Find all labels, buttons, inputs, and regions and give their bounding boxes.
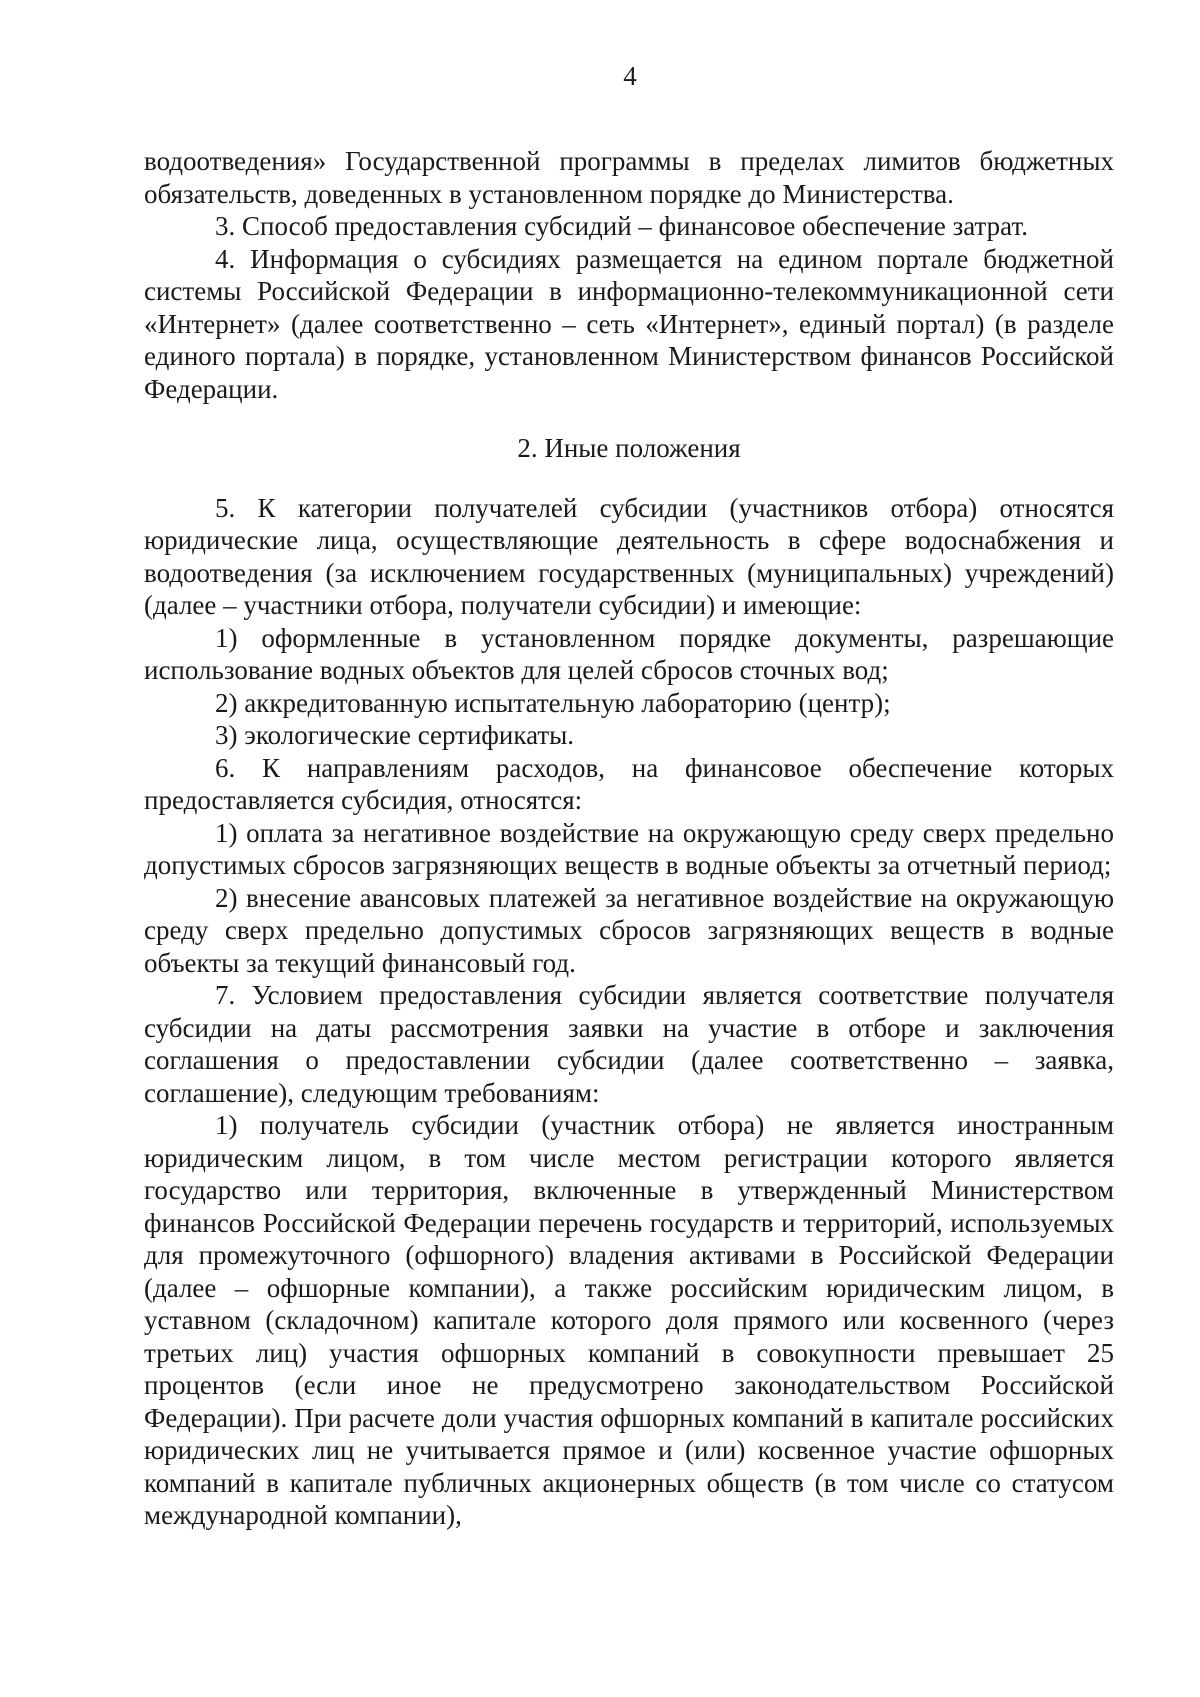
paragraph-item-4: 4. Информация о субсидиях размещается на едином портале бюджетной системы Российской Федерации в информационно-телекоммуникационной сети «Интернет» (далее соответственно – сеть «Интернет», единый портал) (в разделе единого портала) в порядке, установленном Министерством финансов Российской Федерации. — [144, 243, 1114, 404]
paragraph-item-5: 5. К категории получателей субсидии (участников отбора) относятся юридические лица, осуществляющие деятельность в сфере водоснабжения и водоотведения (за исключением государственных (муниципальных) учреждений) (далее – участники отбора, получатели субсидии) и имеющие: — [144, 492, 1114, 620]
page-number: 4 — [623, 61, 637, 91]
paragraph-item-3: 3. Способ предоставления субсидий – финансовое обеспечение затрат. — [215, 211, 1028, 241]
paragraph-item-6-2: 2) внесение авансовых платежей за негативное воздействие на окружающую среду сверх предельно допустимых сбросов загрязняющих веществ в водные объекты за текущий финансовый год. — [144, 882, 1114, 978]
paragraph-item-6-1: 1) оплата за негативное воздействие на окружающую среду сверх предельно допустимых сбросов загрязняющих веществ в водные объекты за отчетный период; — [144, 817, 1114, 880]
document-body — [144, 145, 1114, 1532]
paragraph-item-5-1: 1) оформленные в установленном порядке документы, разрешающие использование водных объектов для целей сбросов сточных вод; — [144, 622, 1114, 685]
paragraph-continuation: водоотведения» Государственной программы в пределах лимитов бюджетных обязательств, доведенных в установленном порядке до Министерства. — [144, 146, 1114, 209]
paragraph-item-5-3: 3) экологические сертификаты. — [215, 720, 575, 750]
paragraph-item-7: 7. Условием предоставления субсидии является соответствие получателя субсидии на даты рассмотрения заявки на участие в отборе и заключения соглашения о предоставлении субсидии (далее соответственно – заявка, соглашение), следующим требованиям: — [144, 980, 1114, 1108]
paragraph-item-6: 6. К направлениям расходов, на финансовое обеспечение которых предоставляется субсидия, относятся: — [144, 752, 1114, 815]
section-heading: 2. Иные положения — [517, 433, 741, 463]
paragraph-item-7-1: 1) получатель субсидии (участник отбора) не является иностранным юридическим лицом, в том числе местом регистрации которого является государство или территория, включенные в утвержденный Министерством финансов Российской Федерации перечень государств и территорий, используемых для промежуточного (офшорного) владения активами в Российской Федерации (далее – офшорные компании), а также российским юридическим лицом, в уставном (складочном) капитале которого доля прямого или косвенного (через третьих лиц) участия офшорных компаний в совокупности превышает 25 процентов (если иное не предусмотрено законодательством Российской Федерации). При расчете доли участия офшорных компаний в капитале российских юридических лиц не учитывается прямое и (или) косвенное участие офшорных компаний в капитале публичных акционерных обществ (в том числе со статусом международной компании), — [144, 1110, 1114, 1530]
paragraph-item-5-2: 2) аккредитованную испытательную лабораторию (центр); — [215, 687, 891, 718]
